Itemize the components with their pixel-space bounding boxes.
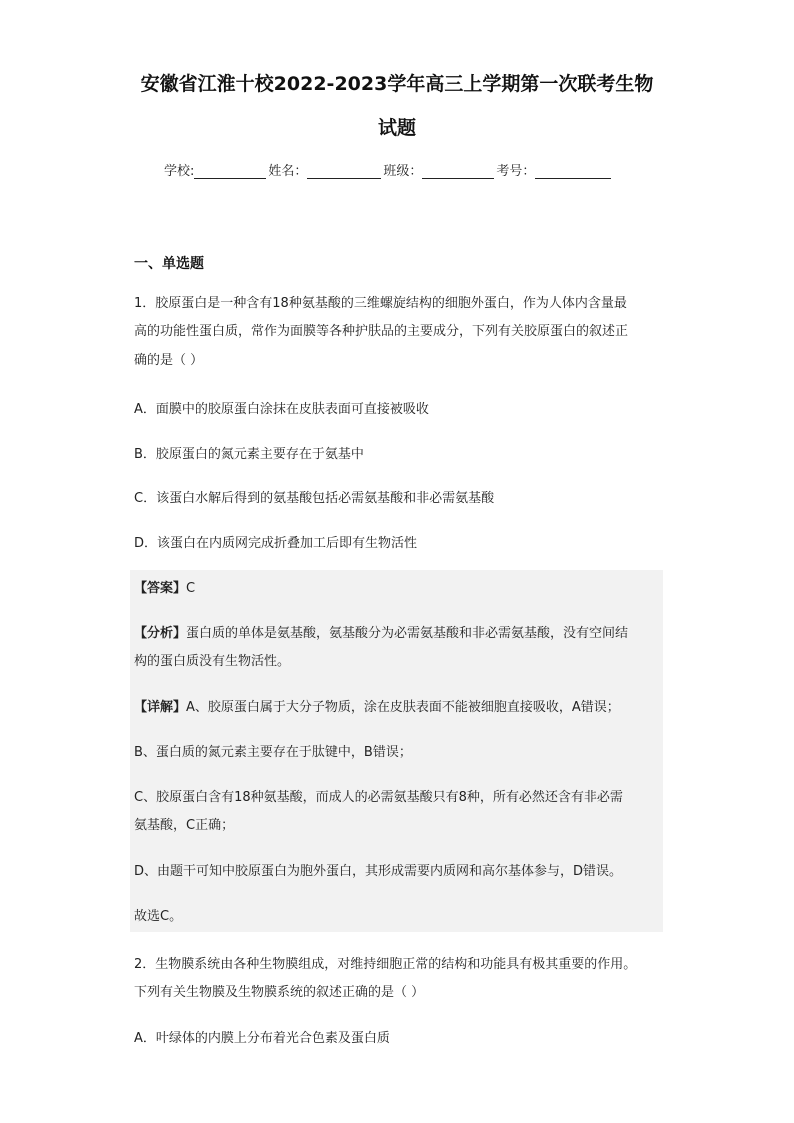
q1-conclusion: 故选C。 xyxy=(134,909,183,924)
school-blank xyxy=(194,164,266,179)
q1-detail-b: B、蛋白质的氮元素主要存在于肽键中，B错误； xyxy=(134,745,412,760)
q1-option-c: C．该蛋白水解后得到的氨基酸包括必需氨基酸和非必需氨基酸 xyxy=(134,491,495,506)
q1-detail-c-line-1: C、胶原蛋白含有18种氨基酸，而成人的必需氨基酸只有8种，所有必然还含有非必需 xyxy=(134,790,623,805)
name-blank xyxy=(307,164,381,179)
q2-stem-line-2: 下列有关生物膜及生物膜系统的叙述正确的是（ ） xyxy=(134,985,425,1000)
detail-a-text: A、胶原蛋白属于大分子物质，涂在皮肤表面不能被细胞直接吸收，A错误； xyxy=(186,700,620,715)
q1-detail-a xyxy=(134,694,662,721)
q1-stem-line-2: 高的功能性蛋白质，常作为面膜等各种护肤品的主要成分，下列有关胶原蛋白的叙述正 xyxy=(134,324,629,339)
class-label: 班级： xyxy=(383,164,423,179)
answer-label: 【答案】 xyxy=(134,581,187,596)
q1-stem-line-1: 1．胶原蛋白是一种含有18种氨基酸的三维螺旋结构的细胞外蛋白，作为人体内含量最 xyxy=(134,296,627,311)
class-blank xyxy=(422,164,494,179)
q1-analysis-line-2: 构的蛋白质没有生物活性。 xyxy=(134,654,291,669)
q1-stem-line-3: 确的是（ ） xyxy=(134,353,204,368)
section-title: 一、单选题 xyxy=(134,256,204,272)
q2-option-a: A．叶绿体的内膜上分布着光合色素及蛋白质 xyxy=(134,1031,390,1046)
detail-label: 【详解】 xyxy=(134,700,187,715)
exam-number-label: 考号： xyxy=(496,164,536,179)
school-label: 学校: xyxy=(164,164,195,179)
q1-option-b: B．胶原蛋白的氮元素主要存在于氨基中 xyxy=(134,447,364,462)
q2-stem-line-1: 2．生物膜系统由各种生物膜组成，对维持细胞正常的结构和功能具有极其重要的作用。 xyxy=(134,957,637,972)
q1-option-d: D．该蛋白在内质网完成折叠加工后即有生物活性 xyxy=(134,536,418,551)
q1-detail-d: D、由题干可知中胶原蛋白为胞外蛋白，其形成需要内质网和高尔基体参与，D错误。 xyxy=(134,864,623,879)
analysis-label: 【分析】 xyxy=(134,626,187,641)
exam-number-blank xyxy=(535,164,611,179)
q1-answer xyxy=(134,575,662,602)
q1-option-a: A．面膜中的胶原蛋白涂抹在皮肤表面可直接被吸收 xyxy=(134,402,429,417)
analysis-text-1: 蛋白质的单体是氨基酸，氨基酸分为必需氨基酸和非必需氨基酸，没有空间结 xyxy=(186,626,629,641)
q1-analysis-line-1 xyxy=(134,620,662,647)
answer-value: C xyxy=(186,581,196,596)
name-label: 姓名： xyxy=(268,164,308,179)
q1-detail-c-line-2: 氨基酸，C正确； xyxy=(134,818,235,833)
document-title-line-1: 安徽省江淮十校2022-2023学年高三上学期第一次联考生物 xyxy=(140,73,654,95)
student-info-fields xyxy=(164,160,613,179)
document-title-line-2: 试题 xyxy=(377,117,416,139)
